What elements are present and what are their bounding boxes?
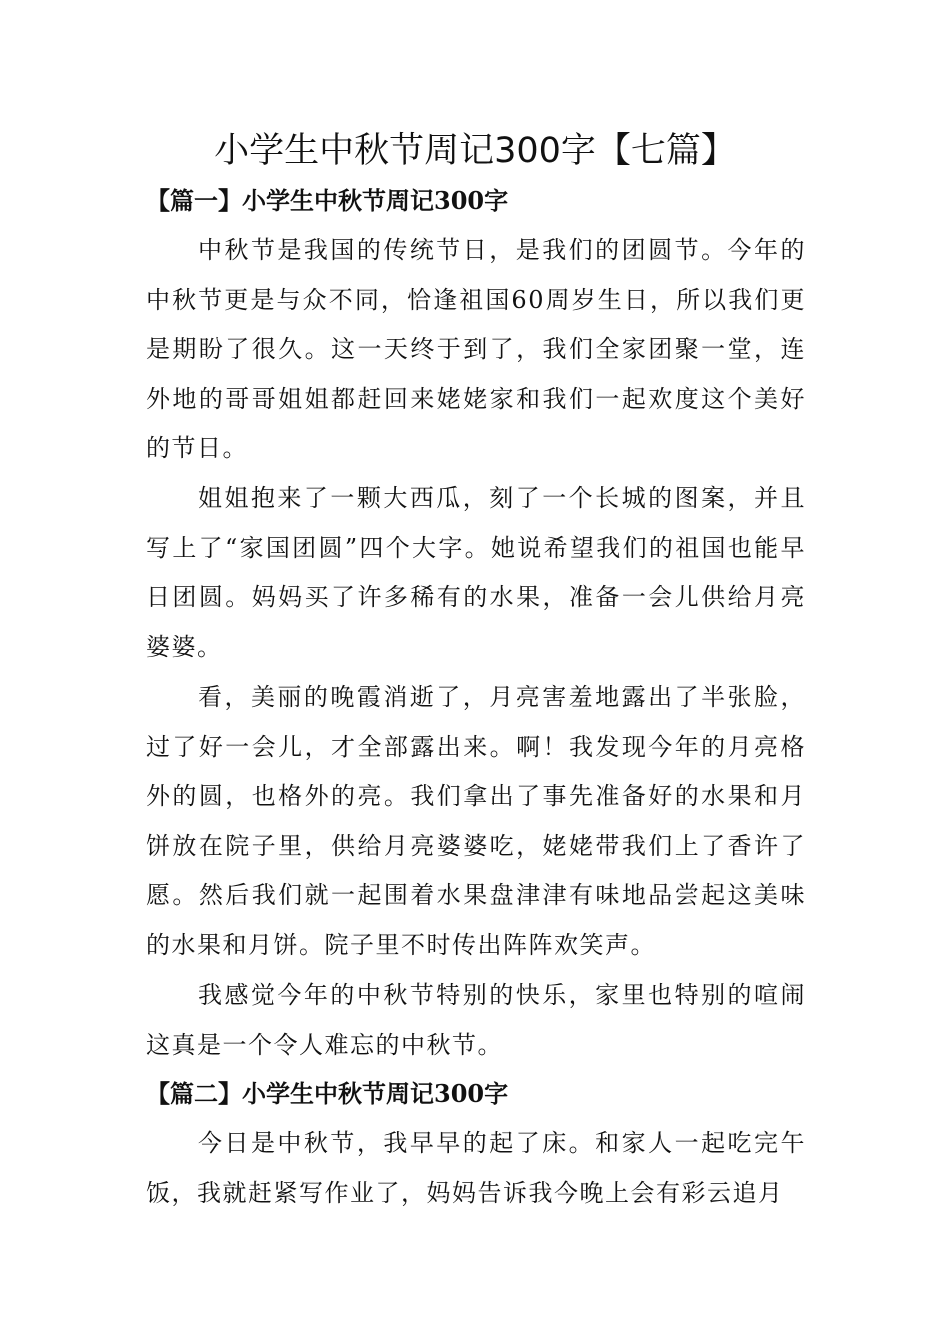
section-heading-2: 【篇二】小学生中秋节周记300字 bbox=[146, 1079, 509, 1108]
document-title: 小学生中秋节周记300字【七篇】 bbox=[214, 131, 736, 171]
paragraph: 姐姐抱来了一颗大西瓜，刻了一个长城的图案，并且写上了“家国团圆”四个大字。她说希望我们的祖国也能早日团圆。妈妈买了许多稀有的水果，准备一会儿供给月亮婆婆。 bbox=[146, 484, 806, 661]
paragraph: 看，美丽的晚霞消逝了，月亮害羞地露出了半张脸，过了好一会儿，才全部露出来。啊！我发现今年的月亮格外的圆，也格外的亮。我们拿出了事先准备好的水果和月饼放在院子里，供给月亮婆婆吃，姥姥带我们上了香许了愿。然后我们就一起围着水果盘津津有味地品尝起这美味的水果和月饼。院子里不时传出阵阵欢笑声。 bbox=[146, 683, 806, 959]
section-heading-1: 【篇一】小学生中秋节周记300字 bbox=[146, 186, 509, 215]
paragraph: 中秋节是我国的传统节日，是我们的团圆节。今年的中秋节更是与众不同，恰逢祖国60周岁生日，所以我们更是期盼了很久。这一天终于到了，我们全家团聚一堂，连外地的哥哥姐姐都赶回来姥姥家和我们一起欢度这个美好的节日。 bbox=[146, 236, 806, 462]
paragraph: 今日是中秋节，我早早的起了床。和家人一起吃完午饭，我就赶紧写作业了，妈妈告诉我今晚上会有彩云追月 bbox=[146, 1129, 806, 1207]
paragraph: 我感觉今年的中秋节特别的快乐，家里也特别的喧闹这真是一个令人难忘的中秋节。 bbox=[146, 981, 806, 1059]
